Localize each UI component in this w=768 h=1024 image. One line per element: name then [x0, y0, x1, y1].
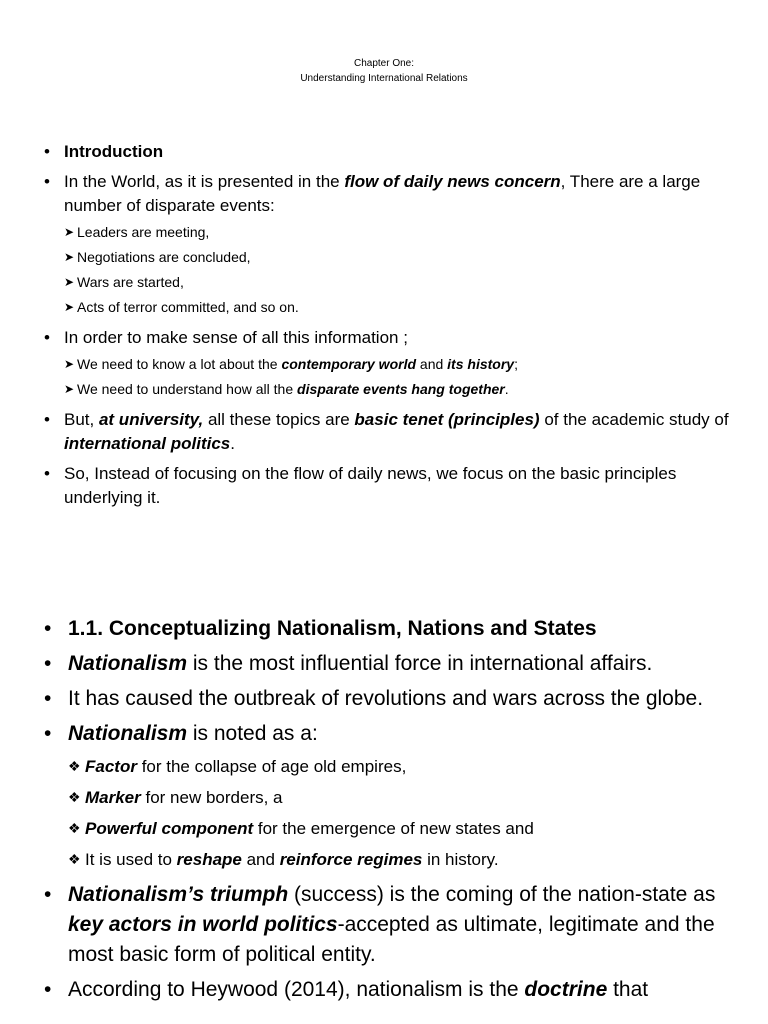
text: We need to understand how all the	[77, 381, 298, 397]
emphasis: international politics	[64, 434, 231, 453]
text: In the World, as it is presented in the	[64, 172, 345, 191]
list-item	[44, 462, 734, 510]
text: In order to make sense of all this information ;	[64, 328, 408, 347]
text: and	[241, 850, 280, 869]
list-item	[44, 614, 734, 644]
emphasis: flow of daily news concern	[344, 172, 561, 191]
list-item	[68, 844, 734, 875]
nationalism-roles-list	[68, 751, 734, 875]
list-item	[68, 782, 734, 813]
emphasis: at university,	[98, 410, 204, 429]
text: We need to know a lot about the	[77, 356, 282, 372]
list-item	[44, 140, 734, 164]
text: , There are a large number of disparate events:	[64, 172, 701, 215]
list-item: ➤ Negotiations are concluded,	[64, 245, 734, 270]
intro-bullet-list	[44, 140, 734, 510]
text: in history.	[422, 850, 499, 869]
text: .	[230, 434, 235, 453]
emphasis: contemporary world	[281, 356, 417, 372]
text: all these topics are	[203, 410, 355, 429]
text: of the academic study of	[539, 410, 729, 429]
emphasis: Factor	[85, 757, 137, 776]
list-item	[44, 975, 734, 1005]
text: is noted as a:	[187, 722, 318, 745]
list-item	[64, 352, 734, 377]
emphasis: Nationalism	[68, 652, 188, 675]
chapter-label: Chapter One:	[353, 58, 415, 69]
text: So, Instead of focusing on the flow of daily news, we focus on the basic principles underlying it.	[64, 464, 677, 507]
emphasis: disparate events hang together	[297, 381, 505, 397]
emphasis: Nationalism’s triumph	[68, 883, 289, 906]
chapter-title: Understanding International Relations	[300, 73, 468, 84]
emphasis: Nationalism	[68, 722, 188, 745]
emphasis: basic tenet (principles)	[354, 410, 540, 429]
events-list	[64, 220, 734, 320]
needs-list	[64, 352, 734, 402]
emphasis: key actors in world politics	[68, 913, 338, 936]
text: that	[607, 978, 649, 1001]
text: for the collapse of age old empires,	[136, 757, 407, 776]
list-item	[44, 408, 734, 456]
list-item: ➤ Wars are started,	[64, 270, 734, 295]
text: ;	[514, 356, 518, 372]
emphasis: Powerful component	[85, 819, 254, 838]
list-item	[44, 880, 734, 970]
emphasis: reinforce regimes	[279, 850, 423, 869]
text: -accepted as ultimate, legitimate and the most basic form of political entity.	[68, 913, 715, 966]
text: and	[416, 356, 448, 372]
list-item	[64, 377, 734, 402]
list-item	[68, 813, 734, 844]
introduction-heading: Introduction	[64, 142, 164, 161]
list-item	[44, 684, 734, 714]
slide-nationalism	[44, 614, 734, 1010]
emphasis: reshape	[176, 850, 242, 869]
list-item: ➤ Acts of terror committed, and so on.	[64, 295, 734, 320]
list-item	[44, 719, 734, 875]
list-item	[44, 649, 734, 679]
nationalism-bullet-list	[44, 614, 734, 1005]
text: for new borders, a	[140, 788, 283, 807]
text: for the emergence of new states and	[253, 819, 534, 838]
section-heading: 1.1. Conceptualizing Nationalism, Nations and States	[68, 617, 597, 640]
text: (success) is the coming of the nation-state as	[288, 883, 716, 906]
emphasis: its history	[447, 356, 515, 372]
text: It is used to	[85, 850, 177, 869]
text: According to Heywood (2014), nationalism is the	[68, 978, 525, 1001]
text: It has caused the outbreak of revolutions and wars across the globe.	[68, 687, 704, 710]
text: .	[504, 381, 509, 397]
list-item: ➤ Leaders are meeting,	[64, 220, 734, 245]
list-item	[44, 326, 734, 402]
list-item	[68, 751, 734, 782]
emphasis: Marker	[85, 788, 141, 807]
text: is the most influential force in international affairs.	[187, 652, 653, 675]
text: But,	[64, 410, 99, 429]
list-item	[44, 170, 734, 320]
slide-introduction	[44, 140, 734, 516]
emphasis: doctrine	[524, 978, 608, 1001]
